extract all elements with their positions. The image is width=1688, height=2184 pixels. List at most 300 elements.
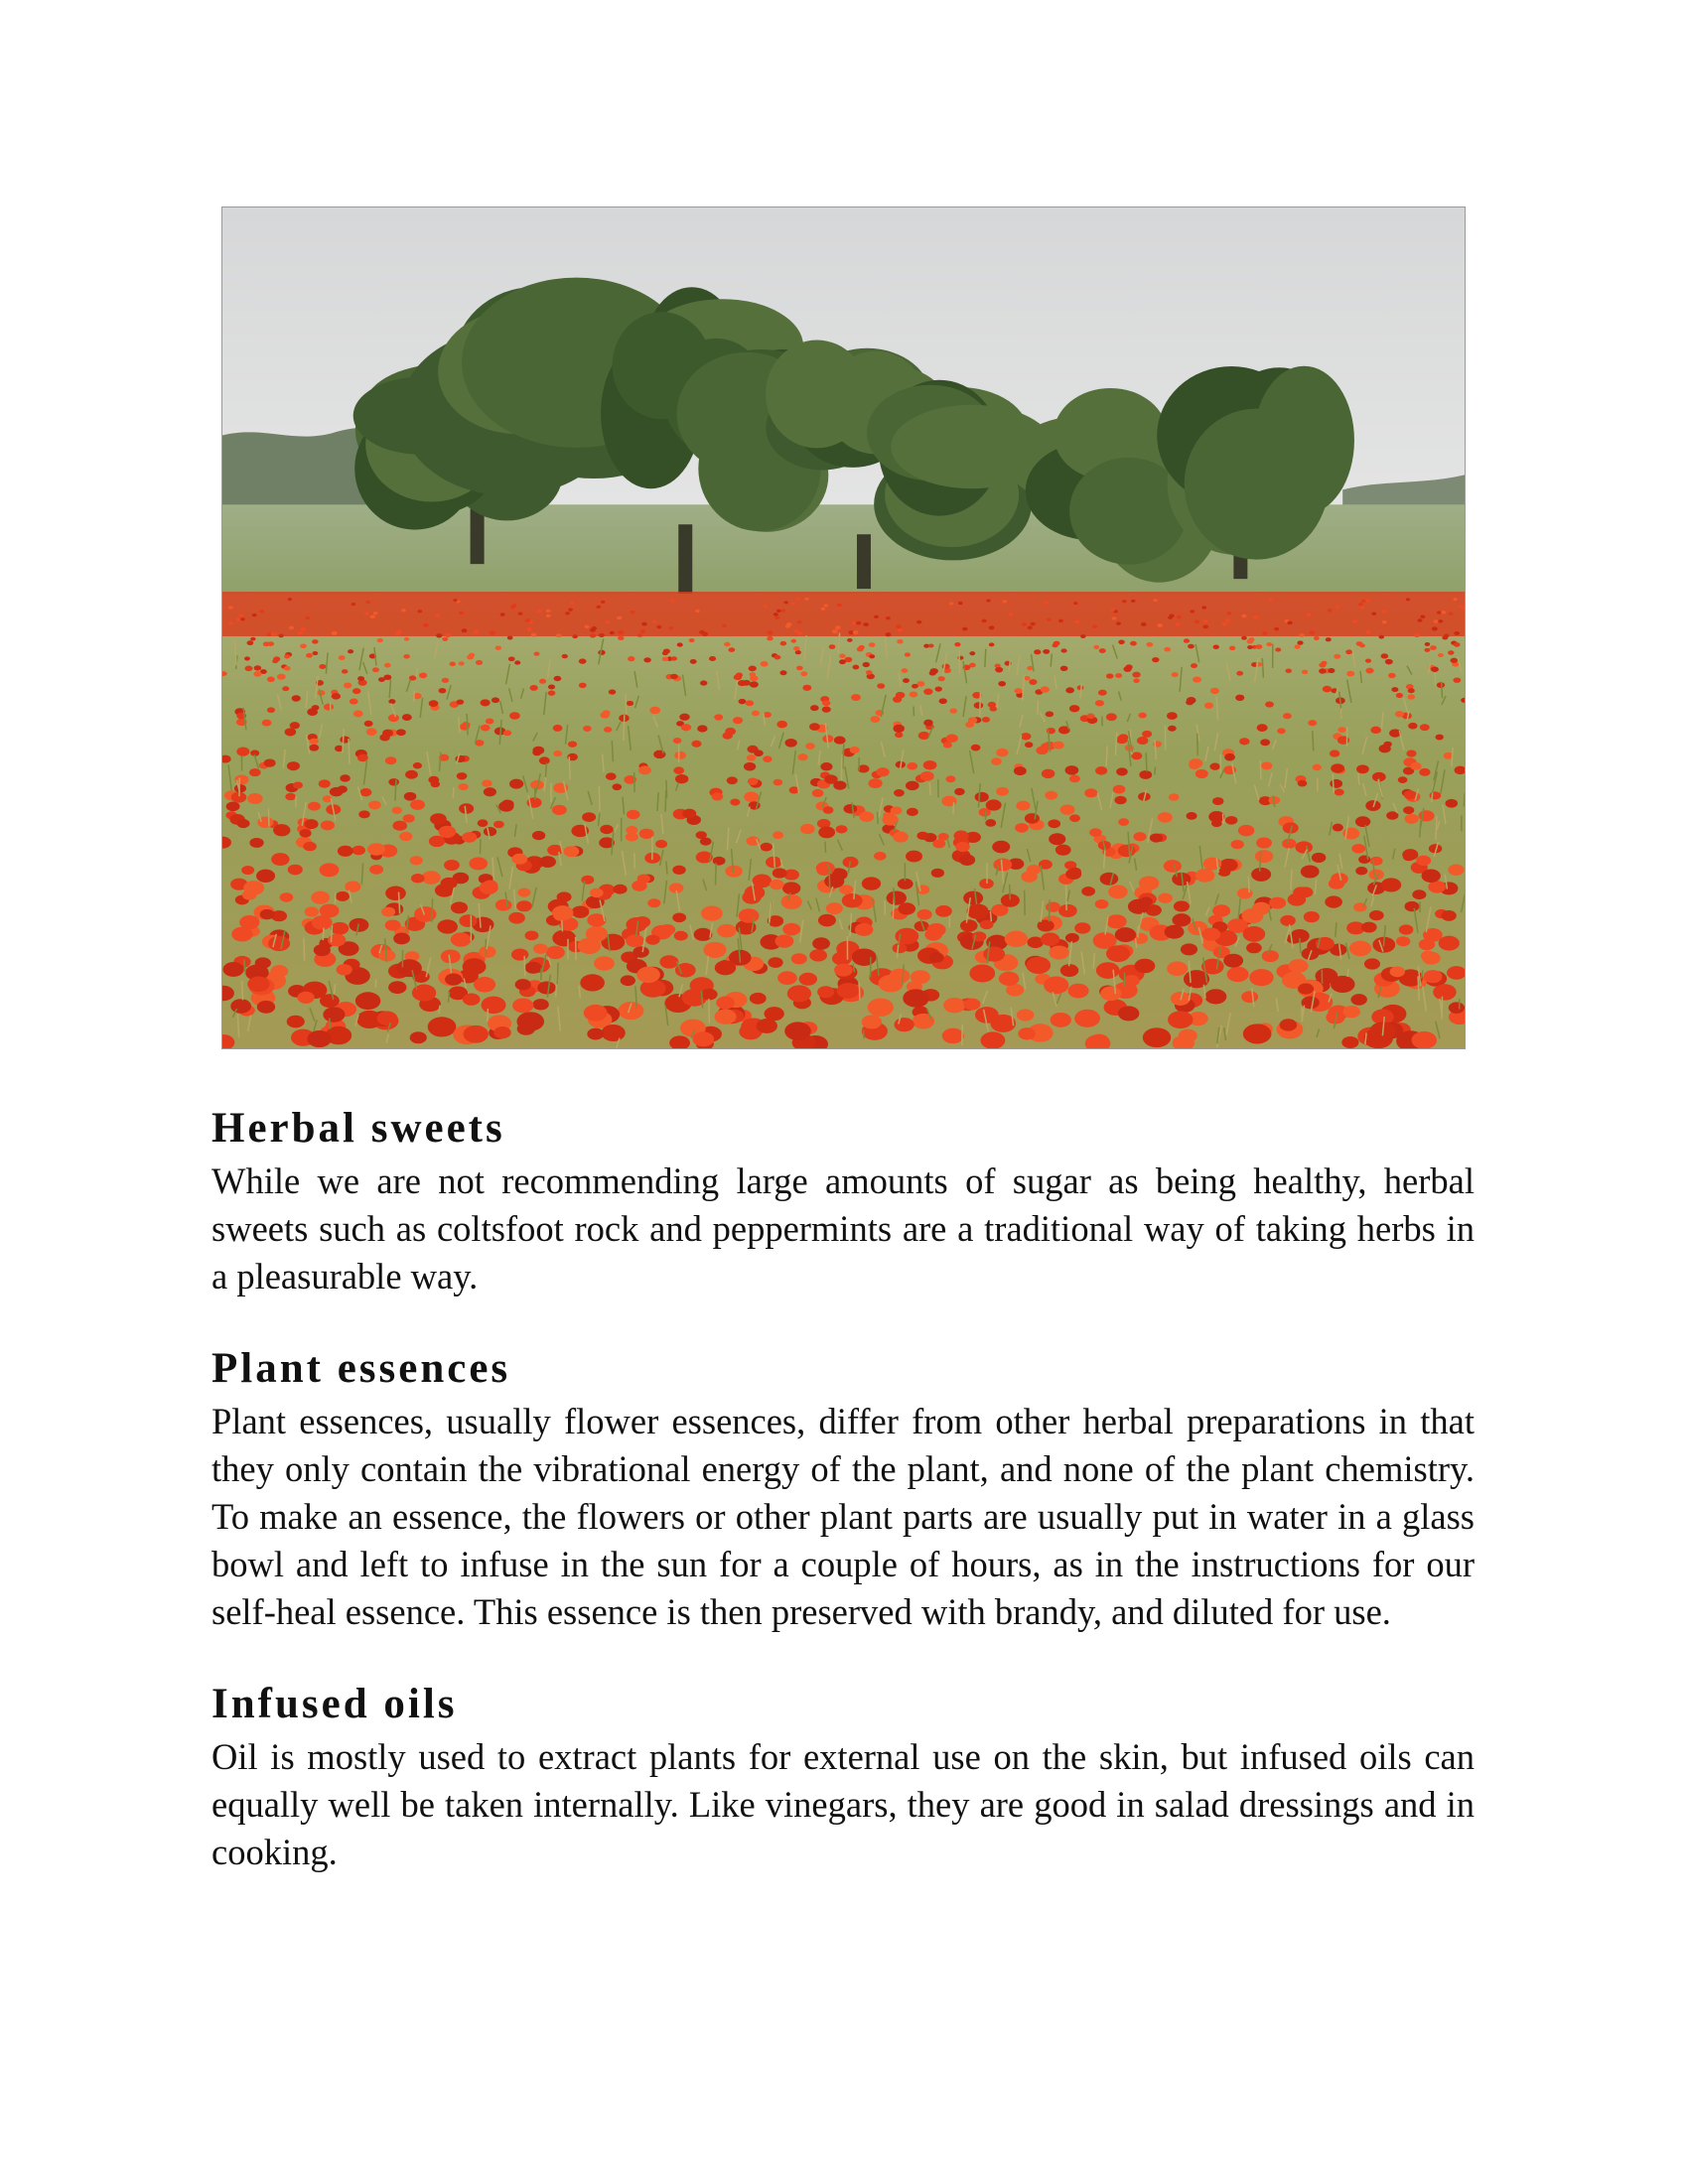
- poppy: [609, 689, 617, 694]
- poppy: [869, 642, 876, 647]
- poppy: [916, 620, 921, 624]
- poppy: [627, 810, 640, 820]
- poppy: [601, 1024, 625, 1041]
- poppy: [1041, 932, 1059, 945]
- poppy: [1074, 1010, 1100, 1027]
- grass-blade: [990, 911, 991, 921]
- grass-blade: [453, 787, 454, 798]
- poppy: [445, 633, 451, 637]
- poppy: [482, 997, 506, 1015]
- grass-blade: [1038, 700, 1039, 715]
- poppy: [1225, 816, 1237, 825]
- poppy: [1133, 832, 1146, 841]
- poppy: [226, 802, 240, 812]
- poppy: [1073, 602, 1077, 605]
- poppy: [946, 734, 958, 742]
- poppy: [1313, 764, 1322, 770]
- poppy: [1408, 723, 1417, 730]
- poppy: [923, 720, 933, 727]
- poppy: [742, 890, 761, 903]
- poppy: [1378, 635, 1384, 639]
- poppy: [1283, 713, 1292, 719]
- poppy: [844, 804, 858, 814]
- poppy: [307, 708, 318, 716]
- poppy: [795, 650, 801, 654]
- poppy: [610, 631, 615, 635]
- grass-blade: [439, 1006, 440, 1014]
- poppy: [715, 1009, 737, 1024]
- poppy: [303, 842, 317, 851]
- poppy: [1430, 645, 1437, 650]
- poppy: [773, 831, 783, 839]
- poppy: [826, 902, 843, 914]
- poppy: [895, 732, 903, 738]
- poppy: [694, 928, 713, 941]
- poppy: [383, 674, 391, 680]
- poppy: [481, 699, 491, 706]
- poppy: [404, 792, 417, 801]
- poppy: [975, 792, 989, 802]
- poppy: [1241, 614, 1246, 618]
- poppy: [1069, 775, 1080, 783]
- poppy: [893, 943, 908, 953]
- poppy: [1396, 693, 1403, 698]
- poppy: [582, 812, 596, 822]
- poppy: [1417, 618, 1422, 622]
- poppy: [456, 699, 464, 704]
- poppy: [911, 970, 930, 984]
- poppy: [799, 973, 817, 986]
- grass-blade: [1248, 877, 1249, 892]
- poppy: [879, 975, 904, 993]
- poppy: [862, 877, 881, 889]
- poppy: [288, 865, 303, 876]
- poppy: [722, 732, 732, 739]
- poppy: [1036, 747, 1048, 755]
- poppy: [677, 642, 683, 646]
- poppy: [1021, 733, 1032, 740]
- poppy: [321, 820, 335, 830]
- poppy: [974, 702, 983, 709]
- poppy: [1164, 860, 1182, 873]
- poppy: [649, 707, 660, 715]
- poppy: [503, 730, 511, 736]
- poppy: [244, 656, 250, 660]
- poppy: [796, 666, 803, 671]
- poppy: [637, 633, 642, 637]
- poppy: [392, 821, 407, 831]
- poppy: [853, 630, 859, 634]
- poppy: [1049, 945, 1068, 959]
- poppy: [319, 779, 331, 787]
- poppy: [1274, 627, 1279, 631]
- poppy: [1095, 700, 1104, 706]
- grass-blade: [1049, 899, 1050, 921]
- poppy: [820, 762, 832, 770]
- poppy: [1361, 922, 1377, 933]
- poppy: [464, 1025, 489, 1043]
- poppy: [1449, 1002, 1465, 1013]
- poppy: [1122, 600, 1126, 603]
- poppy: [1065, 933, 1079, 943]
- section-heading: Plant essences: [211, 1345, 511, 1392]
- poppy: [259, 610, 264, 613]
- poppy: [579, 658, 587, 663]
- poppy: [429, 836, 445, 847]
- poppy: [1116, 767, 1128, 775]
- poppy: [1307, 614, 1312, 617]
- poppy: [1282, 839, 1296, 849]
- poppy: [1442, 910, 1457, 921]
- poppy: [1365, 668, 1373, 674]
- poppy: [764, 605, 768, 608]
- poppy: [584, 625, 589, 629]
- poppy: [419, 673, 427, 679]
- poppy: [442, 637, 448, 641]
- poppy: [612, 783, 622, 790]
- poppy: [581, 876, 594, 885]
- poppy: [1132, 672, 1140, 678]
- poppy: [618, 636, 624, 641]
- poppy: [1359, 643, 1365, 647]
- poppy: [1364, 958, 1380, 969]
- poppy: [511, 854, 527, 865]
- poppy: [410, 799, 425, 809]
- poppy: [1099, 648, 1106, 653]
- poppy: [553, 909, 569, 920]
- grass-blade: [599, 786, 600, 811]
- poppy: [554, 676, 562, 681]
- poppy: [357, 676, 364, 681]
- poppy: [1298, 780, 1308, 787]
- tree-trunk: [678, 524, 692, 594]
- poppy: [1027, 865, 1041, 875]
- poppy: [1168, 615, 1173, 618]
- poppy: [355, 992, 380, 1010]
- poppy: [300, 643, 307, 648]
- poppy: [1188, 644, 1195, 649]
- poppy: [292, 695, 301, 702]
- poppy: [989, 625, 995, 629]
- poppy: [1092, 624, 1097, 628]
- poppy: [539, 856, 556, 868]
- poppy: [1051, 1013, 1071, 1027]
- poppy: [641, 622, 647, 626]
- poppy: [1202, 624, 1208, 628]
- poppy: [931, 869, 944, 878]
- grass-blade: [242, 981, 243, 1000]
- poppy: [851, 694, 861, 701]
- poppy: [234, 784, 246, 792]
- poppy: [1280, 915, 1296, 926]
- poppy: [656, 625, 661, 629]
- poppy: [1106, 673, 1114, 678]
- poppy: [1074, 620, 1079, 624]
- poppy: [606, 772, 617, 780]
- poppy: [1174, 900, 1190, 911]
- poppy: [1115, 673, 1122, 678]
- poppy: [750, 675, 758, 681]
- poppy: [627, 701, 633, 706]
- poppy: [311, 891, 330, 904]
- poppy: [1235, 695, 1244, 701]
- poppy: [852, 949, 877, 966]
- grass-blade: [624, 715, 625, 741]
- poppy: [1275, 647, 1281, 651]
- poppy: [1403, 806, 1414, 814]
- poppy: [442, 678, 449, 683]
- poppy: [1358, 603, 1362, 606]
- poppy: [403, 814, 415, 822]
- section-plant-essences: [211, 1340, 1475, 1636]
- poppy: [932, 839, 945, 848]
- poppy: [1412, 889, 1426, 899]
- poppy: [1277, 728, 1285, 734]
- poppy: [1177, 615, 1182, 618]
- poppy: [628, 656, 634, 661]
- poppy: [822, 706, 831, 712]
- poppy: [590, 633, 596, 637]
- poppy: [1453, 677, 1461, 682]
- poppy: [1046, 711, 1054, 717]
- poppy: [314, 944, 331, 956]
- tree-canopy: [1254, 366, 1354, 514]
- poppy: [910, 692, 918, 698]
- poppy: [1116, 736, 1128, 744]
- poppy: [435, 614, 440, 617]
- poppy: [1110, 609, 1115, 612]
- poppy: [690, 659, 697, 664]
- poppy: [730, 799, 740, 806]
- poppy: [798, 753, 808, 760]
- poppy: [392, 807, 402, 814]
- poppy: [990, 706, 998, 711]
- poppy: [1382, 620, 1387, 623]
- poppy: [640, 629, 645, 633]
- poppy: [234, 774, 248, 784]
- poppy: [662, 657, 669, 662]
- poppy: [332, 693, 341, 700]
- poppy: [1398, 776, 1408, 783]
- grass-blade: [829, 872, 830, 891]
- poppy: [1069, 814, 1080, 822]
- poppy: [1251, 868, 1271, 882]
- poppy: [1421, 951, 1436, 962]
- poppy: [240, 617, 245, 620]
- poppy: [307, 1030, 331, 1047]
- grass-blade: [878, 812, 879, 824]
- poppy: [1193, 676, 1201, 682]
- poppy: [495, 645, 501, 649]
- poppy: [368, 800, 381, 809]
- poppy: [981, 1031, 1006, 1048]
- poppy: [877, 683, 885, 689]
- poppy: [1054, 641, 1060, 646]
- poppy: [1045, 791, 1057, 800]
- poppy: [682, 809, 696, 819]
- poppy: [1396, 936, 1410, 946]
- poppy: [508, 912, 525, 924]
- grass-blade: [414, 690, 415, 701]
- poppy: [287, 761, 300, 770]
- poppy: [1381, 878, 1401, 891]
- poppy: [1005, 931, 1028, 947]
- poppy: [916, 832, 928, 840]
- grass-blade: [1333, 774, 1334, 793]
- poppy: [404, 637, 409, 641]
- poppy: [903, 989, 928, 1007]
- poppy: [748, 778, 759, 785]
- poppy: [1137, 737, 1148, 745]
- poppy: [939, 698, 947, 704]
- poppy: [399, 832, 412, 841]
- poppy: [617, 616, 622, 620]
- poppy: [546, 610, 551, 613]
- poppy: [525, 962, 542, 974]
- poppy: [912, 684, 918, 689]
- poppy: [450, 662, 456, 667]
- poppy: [268, 936, 290, 951]
- poppy: [270, 965, 288, 977]
- poppy: [1203, 619, 1208, 623]
- tree-canopy: [766, 341, 868, 449]
- poppy: [385, 887, 406, 900]
- poppy: [1041, 686, 1050, 692]
- poppy: [1060, 666, 1068, 671]
- poppy: [862, 1015, 882, 1028]
- section-herbal-sweets: [211, 1100, 1475, 1300]
- poppy: [1224, 753, 1235, 761]
- poppy: [285, 728, 297, 736]
- poppy: [437, 919, 458, 933]
- poppy: [626, 934, 644, 947]
- poppy: [1140, 897, 1153, 906]
- poppy: [393, 933, 410, 945]
- poppy: [996, 749, 1008, 756]
- poppy: [743, 680, 751, 686]
- poppy: [590, 888, 604, 898]
- poppy: [306, 653, 313, 658]
- poppy: [531, 632, 537, 636]
- poppy: [388, 778, 399, 785]
- poppy: [1172, 672, 1179, 677]
- poppy: [1370, 857, 1383, 866]
- poppy: [1260, 739, 1270, 746]
- poppy: [1406, 598, 1410, 601]
- poppy: [822, 700, 830, 706]
- poppy: [800, 671, 807, 676]
- poppy: [1355, 867, 1367, 875]
- poppy: [1351, 844, 1365, 854]
- poppy: [352, 603, 355, 606]
- poppy: [1093, 645, 1099, 649]
- poppy: [1222, 622, 1228, 626]
- poppy: [728, 647, 735, 652]
- grass-blade: [980, 693, 981, 718]
- poppy: [552, 805, 567, 815]
- poppy: [439, 688, 447, 693]
- grass-blade: [1155, 766, 1156, 774]
- poppy: [1293, 887, 1309, 897]
- poppy: [631, 611, 635, 614]
- poppy: [439, 826, 457, 838]
- document-body: [211, 1100, 1475, 1916]
- poppy: [403, 654, 410, 659]
- poppy: [604, 727, 612, 733]
- poppy: [1065, 765, 1079, 775]
- poppy: [312, 651, 318, 655]
- poppy: [1196, 769, 1208, 778]
- poppy: [238, 614, 243, 617]
- poppy: [724, 642, 730, 647]
- poppy: [256, 870, 275, 883]
- poppy: [1405, 814, 1419, 824]
- poppy: [287, 1016, 305, 1028]
- poppy: [1410, 762, 1421, 770]
- poppy: [1204, 703, 1213, 709]
- poppy: [1450, 658, 1458, 663]
- poppy: [1331, 763, 1344, 773]
- poppy: [267, 707, 275, 713]
- grass-blade: [1010, 885, 1011, 900]
- poppy: [958, 602, 963, 605]
- poppy: [855, 923, 874, 936]
- poppy: [1143, 1027, 1171, 1047]
- poppy: [1014, 766, 1027, 775]
- poppy: [810, 705, 819, 711]
- poppy: [700, 680, 708, 685]
- poppy: [763, 755, 772, 762]
- poppy: [484, 827, 496, 836]
- poppy: [1212, 797, 1223, 805]
- poppy: [1223, 954, 1243, 968]
- poppy: [1433, 984, 1456, 1000]
- poppy: [941, 796, 956, 807]
- poppy: [1008, 613, 1013, 615]
- poppy: [480, 882, 498, 894]
- poppy: [562, 654, 568, 658]
- poppy: [1014, 688, 1022, 694]
- poppy: [1118, 818, 1129, 826]
- poppy: [1334, 654, 1340, 659]
- poppy: [1024, 676, 1031, 681]
- poppy: [514, 660, 520, 664]
- poppy: [592, 626, 597, 630]
- poppy: [284, 654, 290, 658]
- poppy: [787, 985, 811, 1002]
- poppy: [462, 628, 468, 632]
- grass-blade: [1291, 870, 1292, 890]
- poppy: [746, 700, 754, 706]
- poppy: [539, 679, 546, 684]
- poppy: [1379, 745, 1391, 753]
- poppy: [1446, 799, 1459, 808]
- poppy: [1420, 614, 1425, 618]
- grass-blade: [467, 714, 468, 735]
- poppy: [863, 622, 869, 626]
- poppy: [670, 600, 674, 603]
- poppy: [532, 999, 548, 1010]
- poppy: [1412, 1031, 1438, 1048]
- poppy: [638, 765, 651, 774]
- poppy: [1438, 619, 1443, 623]
- poppy: [816, 862, 835, 875]
- poppy: [580, 974, 605, 991]
- poppy: [1017, 1009, 1034, 1021]
- poppy: [498, 801, 513, 812]
- poppy: [570, 602, 574, 605]
- poppy: [516, 900, 532, 911]
